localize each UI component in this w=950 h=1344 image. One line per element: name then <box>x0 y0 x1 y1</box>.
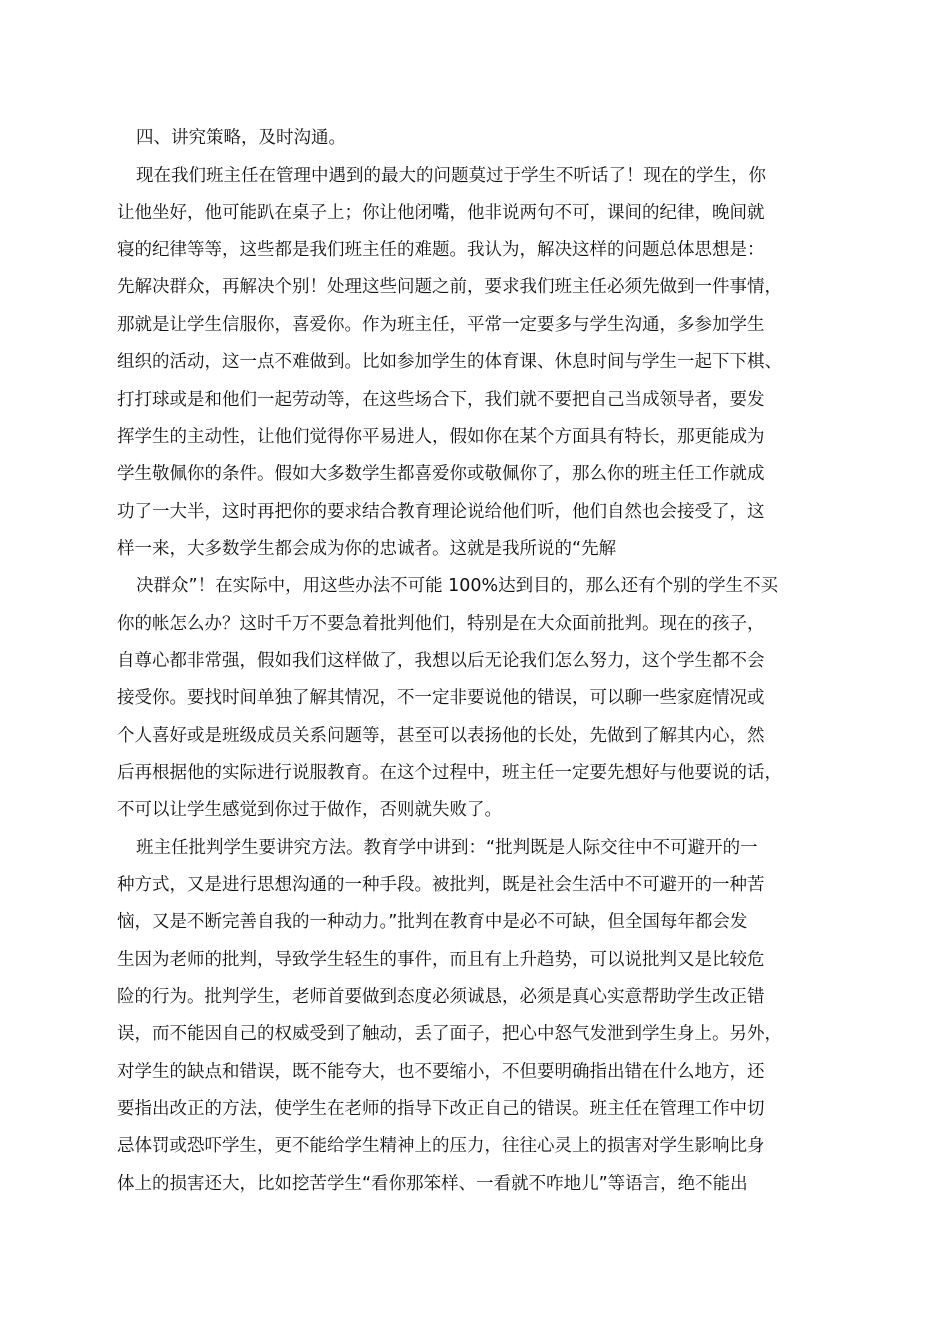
text-line: 决群众”！在实际中，用这些办法不可能 100%达到目的，那么还有个别的学生不买 <box>136 576 779 596</box>
text-line: 后再根据他的实际进行说服教育。在这个过程中，班主任一定要先想好与他要说的话， <box>117 763 782 783</box>
text-line: 让他坐好，他可能趴在桌子上；你让他闭嘴，他非说两句不可，课间的纪律，晚间就 <box>117 203 765 223</box>
text-line: 生因为老师的批判，导致学生轻生的事件，而且有上升趋势，可以说批判又是比较危 <box>117 950 765 970</box>
text-line: 要指出改正的方法，使学生在老师的指导下改正自己的错误。班主任在管理工作中切 <box>117 1099 765 1119</box>
text-line: 先解决群众，再解决个别！处理这些问题之前，要求我们班主任必须先做到一件事情， <box>117 277 782 297</box>
text-line: 你的帐怎么办？这时千万不要急着批判他们，特别是在大众面前批判。现在的孩子， <box>117 614 765 634</box>
text-line: 对学生的缺点和错误，既不能夸大，也不要缩小，不但要明确指出错在什么地方，还 <box>117 1062 765 1082</box>
text-line: 挥学生的主动性，让他们觉得你平易进人，假如你在某个方面具有特长，那更能成为 <box>117 427 765 447</box>
text-line: 学生敬佩你的条件。假如大多数学生都喜爱你或敬佩你了，那么你的班主任工作就成 <box>117 464 765 484</box>
text-line: 班主任批判学生要讲究方法。教育学中讲到：“批判既是人际交往中不可避开的一 <box>136 838 758 858</box>
text-line: 不可以让学生感觉到你过于做作，否则就失败了。 <box>117 800 502 820</box>
text-line: 那就是让学生信服你，喜爱你。作为班主任，平常一定要多与学生沟通，多参加学生 <box>117 315 765 335</box>
text-line: 体上的损害还大，比如挖苦学生“看你那笨样、一看就不咋地儿”等语言，绝不能出 <box>117 1174 748 1194</box>
text-line: 险的行为。批判学生，老师首要做到态度必须诚恳，必须是真心实意帮助学生改正错 <box>117 987 765 1007</box>
text-line: 种方式，又是进行思想沟通的一种手段。被批判，既是社会生活中不可避开的一种苦 <box>117 875 765 895</box>
text-line: 寝的纪律等等，这些都是我们班主任的难题。我认为，解决这样的问题总体思想是： <box>117 240 765 260</box>
text-line: 自尊心都非常强，假如我们这样做了，我想以后无论我们怎么努力，这个学生都不会 <box>117 651 765 671</box>
text-line: 现在我们班主任在管理中遇到的最大的问题莫过于学生不听话了！现在的学生，你 <box>136 166 766 186</box>
text-line: 打打球或是和他们一起劳动等，在这些场合下，我们就不要把自己当成领导者，要发 <box>117 390 765 410</box>
text-line: 误，而不能因自己的权威受到了触动，丢了面子，把心中怒气发泄到学生身上。另外， <box>117 1024 782 1044</box>
text-line: 功了一大半，这时再把你的要求结合教育理论说给他们听，他们自然也会接受了，这 <box>117 502 765 522</box>
text-line: 样一来，大多数学生都会成为你的忠诚者。这就是我所说的“先解 <box>117 539 617 559</box>
section-heading: 四、讲究策略，及时沟通。 <box>136 128 346 148</box>
text-line: 个人喜好或是班级成员关系问题等，甚至可以表扬他的长处，先做到了解其内心，然 <box>117 726 765 746</box>
text-line: 接受你。要找时间单独了解其情况，不一定非要说他的错误，可以聊一些家庭情况或 <box>117 688 765 708</box>
text-line: 组织的活动，这一点不难做到。比如参加学生的体育课、休息时间与学生一起下下棋、 <box>117 352 782 372</box>
text-line: 恼，又是不断完善自我的一种动力。”批判在教育中是必不可缺，但全国每年都会发 <box>117 912 748 932</box>
text-line: 忌体罚或恐吓学生，更不能给学生精神上的压力，往往心灵上的损害对学生影响比身 <box>117 1136 765 1156</box>
